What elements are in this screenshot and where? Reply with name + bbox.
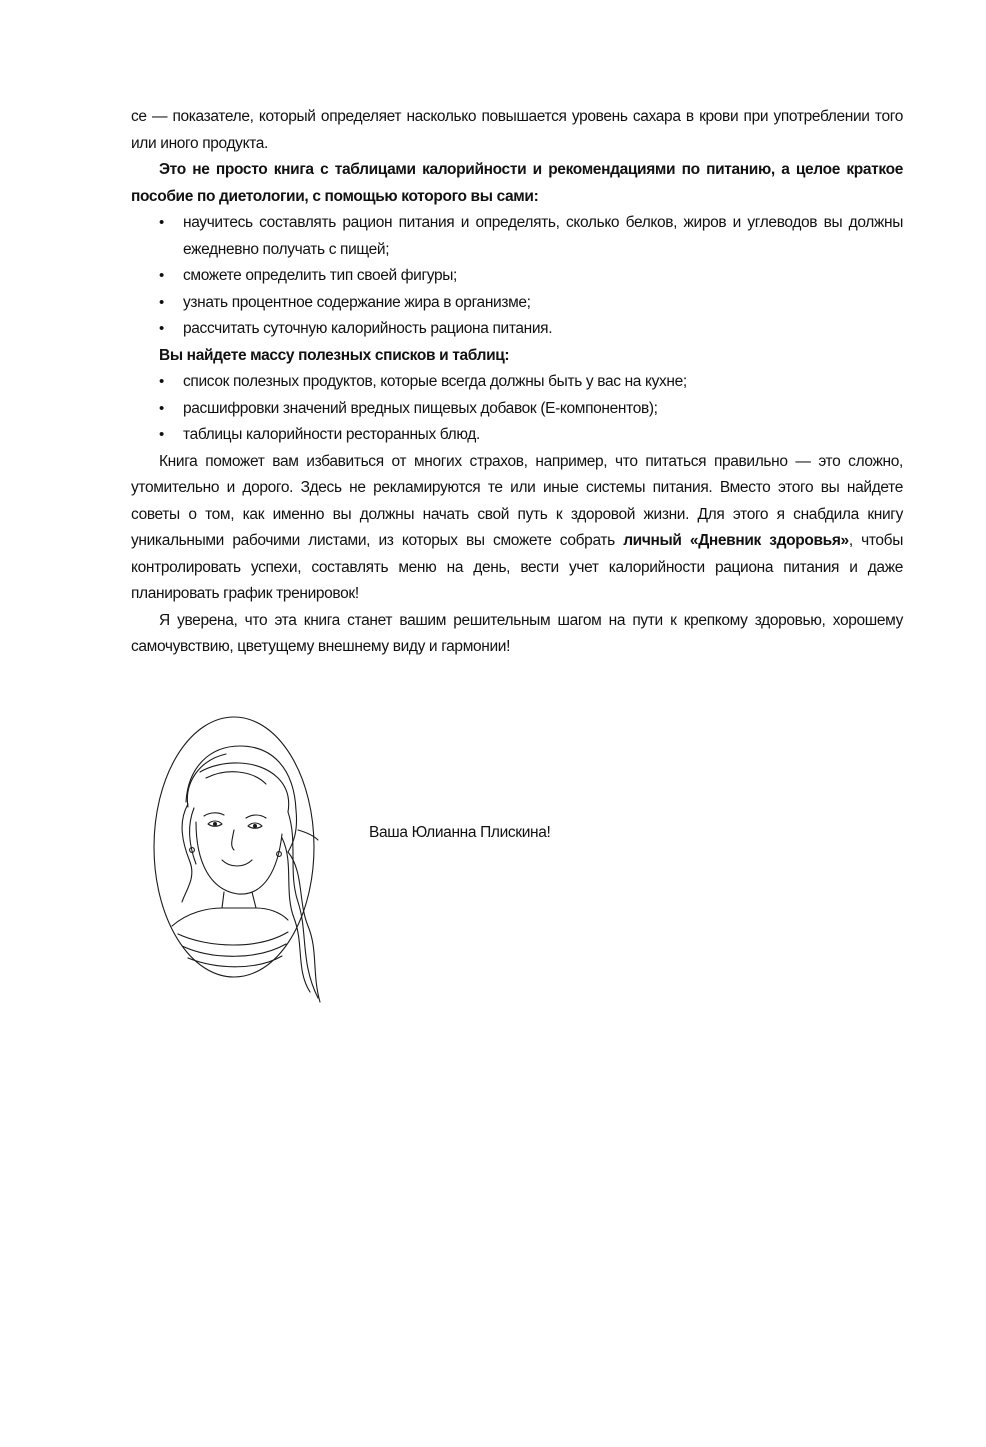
hair-strand [187, 754, 226, 807]
main-text [131, 104, 903, 661]
paragraph-lists-intro: Вы найдете массу полезных списков и таблиц: [159, 346, 510, 364]
nose [232, 830, 234, 850]
hair-strand [206, 772, 266, 784]
sweater-stripe [178, 932, 288, 945]
skills-list [131, 210, 903, 343]
bullet-icon: • [159, 320, 164, 337]
paragraph-closing: Я уверена, что эта книга станет вашим решительным шагом на пути к крепкому здоровью, хорошему самочувствию, цветущему внешнему виду и гармонии! [131, 611, 903, 655]
list-item: • расшифровки значений вредных пищевых добавок (Е-компонентов); [131, 396, 903, 423]
signature: Ваша Юлианна Плискина! [369, 824, 551, 841]
paragraph-book-intro: Это не просто книга с таблицами калорийности и рекомендациями по питанию, а целое краткое пособие по диетологии, с помощью которого вы сами: [131, 161, 903, 205]
hair-strand [200, 763, 289, 812]
bullet-icon: • [159, 293, 164, 311]
list-item: • рассчитать суточную калорийность рациона питания. [131, 316, 903, 343]
neck [252, 892, 256, 908]
list-item: • таблицы калорийности ресторанных блюд. [131, 422, 903, 449]
neck [222, 892, 224, 908]
bullet-icon: • [159, 373, 164, 390]
list-item: • научитесь составлять рацион питания и определять, сколько белков, жиров и углеводов вы должны ежедневно получать с пищей; [131, 210, 903, 263]
bullet-icon: • [159, 399, 164, 417]
bullet-icon: • [159, 426, 164, 443]
list-item: • узнать процентное содержание жира в организме; [131, 290, 903, 317]
shoulders [172, 908, 288, 926]
face-outline [196, 822, 282, 894]
portrait-icon [148, 712, 338, 1004]
eyebrow [204, 813, 224, 816]
oval-frame [154, 717, 314, 977]
hair-wave-right [298, 830, 318, 840]
hair-outline [186, 746, 297, 852]
paragraph-gi-continued: се — показателе, который определяет насколько повышается уровень сахара в крови при употреблении того или иного продукта. [131, 108, 903, 152]
hair-wave-right [282, 838, 310, 992]
list-item: • список полезных продуктов, которые всегда должны быть у вас на кухне; [131, 369, 903, 396]
bullet-icon: • [159, 267, 164, 284]
eyebrow [246, 815, 266, 818]
bullet-icon: • [159, 214, 164, 231]
mouth [222, 860, 252, 866]
tables-list [131, 369, 903, 449]
sweater-stripe [182, 944, 286, 956]
health-diary-highlight: личный «Дневник здоровья» [623, 532, 849, 549]
list-item: • сможете определить тип своей фигуры; [131, 263, 903, 290]
hair-wave-left [190, 808, 196, 864]
paragraph-book-helps: Книга поможет вам избавиться от многих страхов, например, что питаться правильно — это сложно, утомительно и дорого. Здесь не рекламируются те или иные системы питания. Вместо этого вы найдете советы о том, как именно вы должны начать свой путь к здоровой жизни. Для этого я снабдила книгу уникальными рабочими листами, из которых вы сможете собрать личный «Дневник здоровья», чтобы контролировать успехи, составлять меню на день, вести учет калорийности рациона питания и даже планировать график тренировок! [131, 452, 903, 602]
